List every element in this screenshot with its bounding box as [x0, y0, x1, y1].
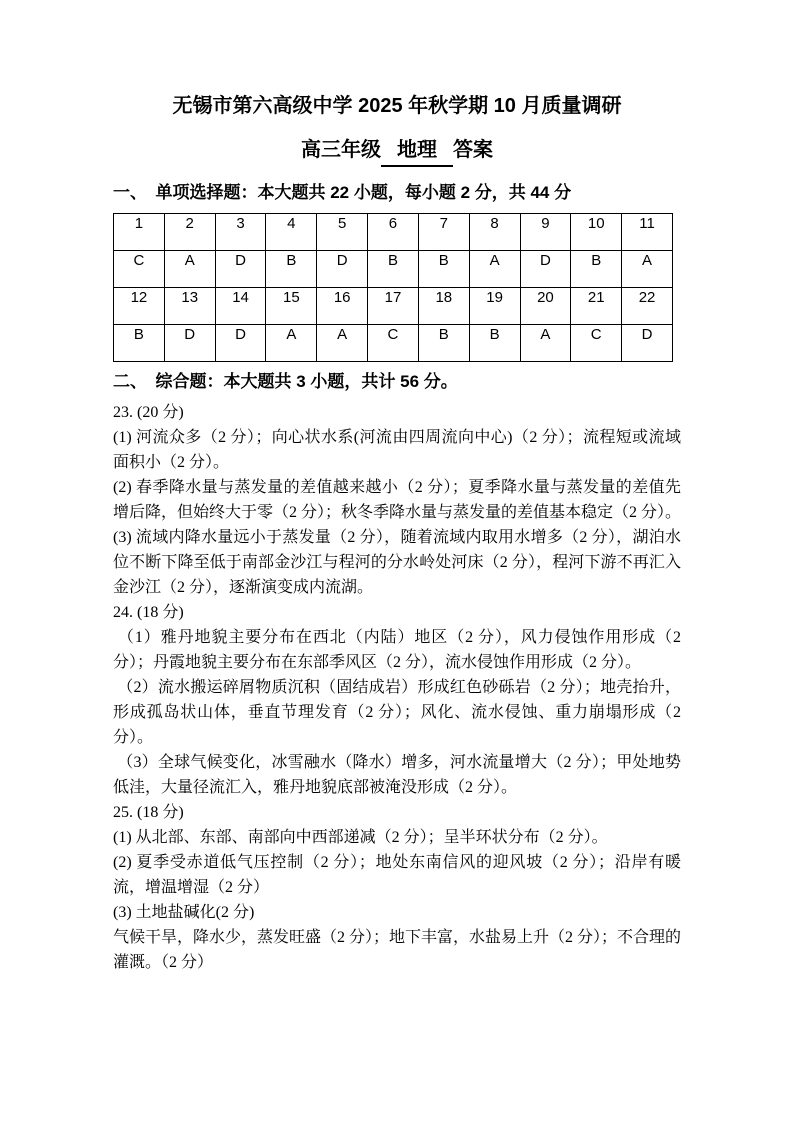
question-number-cell: 18	[418, 288, 469, 325]
answer-paragraph-q23-3: (3) 流域内降水量远小于蒸发量（2 分），随着流域内取用水增多（2 分），湖泊水位不断下降至低于南部金沙江与程河的分水岭处河床（2 分），程河下游不再汇入金沙江（2 分），逐渐演变成内流湖。	[113, 529, 681, 596]
answer-paragraph-q23-header: 23. (20 分)	[113, 404, 184, 421]
answer-paragraph-q24-3: （3）全球气候变化，冰雪融水（降水）增多，河水流量增大（2 分）；甲处地势低洼，大量径流汇入，雅丹地貌底部被淹没形成（2 分）。	[113, 754, 681, 796]
question-number-cell: 7	[418, 214, 469, 251]
answer-letter-cell: B	[469, 325, 520, 362]
answer-paragraph-q24-1: （1）雅丹地貌主要分布在西北（内陆）地区（2 分），风力侵蚀作用形成（2 分）；丹霞地貌主要分布在东部季风区（2 分），流水侵蚀作用形成（2 分）。	[113, 629, 685, 671]
question-number-cell: 16	[317, 288, 368, 325]
answer-letter-cell: B	[418, 325, 469, 362]
question-number-cell: 15	[266, 288, 317, 325]
question-number-cell: 6	[368, 214, 419, 251]
question-number-cell: 4	[266, 214, 317, 251]
document-title: 无锡市第六高级中学 2025 年秋学期 10 月质量调研	[172, 95, 622, 117]
answer-letter-cell: D	[520, 251, 571, 288]
answer-paragraph-q23-2: (2) 春季降水量与蒸发量的差值越来越小（2 分）；夏季降水量与蒸发量的差值先增后降，但始终大于零（2 分）；秋冬季降水量与蒸发量的差值基本稳定（2 分）。	[113, 479, 682, 521]
question-number-cell: 22	[622, 288, 673, 325]
subtitle-subject-underlined: 地理	[381, 136, 453, 167]
answer-letter-cell: D	[317, 251, 368, 288]
answer-letter-cell: C	[368, 325, 419, 362]
answer-letter-cell: B	[418, 251, 469, 288]
answer-letter-cell: D	[164, 325, 215, 362]
question-number-cell: 11	[622, 214, 673, 251]
answer-letter-cell: B	[114, 325, 165, 362]
answer-letter-cell: B	[571, 251, 622, 288]
answer-paragraph-q24-2: （2）流水搬运碎屑物质沉积（固结成岩）形成红色砂砾岩（2 分）；地壳抬升，形成孤岛状山体，垂直节理发育（2 分）；风化、流水侵蚀、重力崩塌形成（2 分）。	[113, 679, 685, 746]
table-row-answers-1	[114, 251, 673, 288]
answer-letter-cell: A	[317, 325, 368, 362]
answer-letter-cell: C	[114, 251, 165, 288]
answer-letter-cell: B	[266, 251, 317, 288]
answer-paragraph-q25-header: 25. (18 分)	[113, 804, 184, 821]
question-number-cell: 14	[215, 288, 266, 325]
question-number-cell: 2	[164, 214, 215, 251]
answer-paragraph-q25-2: (2) 夏季受赤道低气压控制（2 分）；地处东南信风的迎风坡（2 分）；沿岸有暖流，增温增湿（2 分）	[113, 854, 681, 896]
answer-letter-cell: C	[571, 325, 622, 362]
section1-heading: 一、 单项选择题：本大题共 22 小题，每小题 2 分，共 44 分	[113, 183, 572, 202]
answer-letter-cell: D	[215, 325, 266, 362]
answer-paragraph-q25-3: (3) 土地盐碱化(2 分)	[113, 904, 255, 921]
question-number-cell: 13	[164, 288, 215, 325]
question-number-cell: 20	[520, 288, 571, 325]
answer-letter-cell: A	[622, 251, 673, 288]
question-number-cell: 5	[317, 214, 368, 251]
answer-paragraph-q25-3-detail: 气候干旱，降水少，蒸发旺盛（2 分）；地下丰富，水盐易上升（2 分）；不合理的灌溉。（2 分）	[113, 929, 682, 971]
section2-answers	[113, 400, 685, 975]
question-number-cell: 17	[368, 288, 419, 325]
question-number-cell: 21	[571, 288, 622, 325]
answer-letter-cell: B	[368, 251, 419, 288]
answer-letter-cell: A	[469, 251, 520, 288]
question-number-cell: 8	[469, 214, 520, 251]
section2-heading: 二、 综合题：本大题共 3 小题，共计 56 分。	[113, 372, 458, 391]
answer-paragraph-q24-header: 24. (18 分)	[113, 604, 184, 621]
question-number-cell: 1	[114, 214, 165, 251]
question-number-cell: 12	[114, 288, 165, 325]
table-row-question-numbers-2	[114, 288, 673, 325]
subtitle-grade: 高三年级	[301, 139, 381, 161]
answer-table	[113, 213, 673, 362]
answer-letter-cell: D	[215, 251, 266, 288]
table-row-question-numbers-1	[114, 214, 673, 251]
answer-letter-cell: A	[266, 325, 317, 362]
question-number-cell: 10	[571, 214, 622, 251]
question-number-cell: 3	[215, 214, 266, 251]
question-number-cell: 9	[520, 214, 571, 251]
answer-letter-cell: D	[622, 325, 673, 362]
answer-paragraph-q23-1: (1) 河流众多（2 分）；向心状水系(河流由四周流向中心)（2 分）；流程短或流域面积小（2 分）。	[113, 429, 681, 471]
question-number-cell: 19	[469, 288, 520, 325]
answer-letter-cell: A	[520, 325, 571, 362]
subtitle-answer-label: 答案	[453, 139, 493, 161]
table-row-answers-2	[114, 325, 673, 362]
answer-paragraph-q25-1: (1) 从北部、东部、南部向中西部递减（2 分）；呈半环状分布（2 分）。	[113, 829, 608, 846]
document-subtitle	[113, 136, 681, 167]
answer-letter-cell: A	[164, 251, 215, 288]
